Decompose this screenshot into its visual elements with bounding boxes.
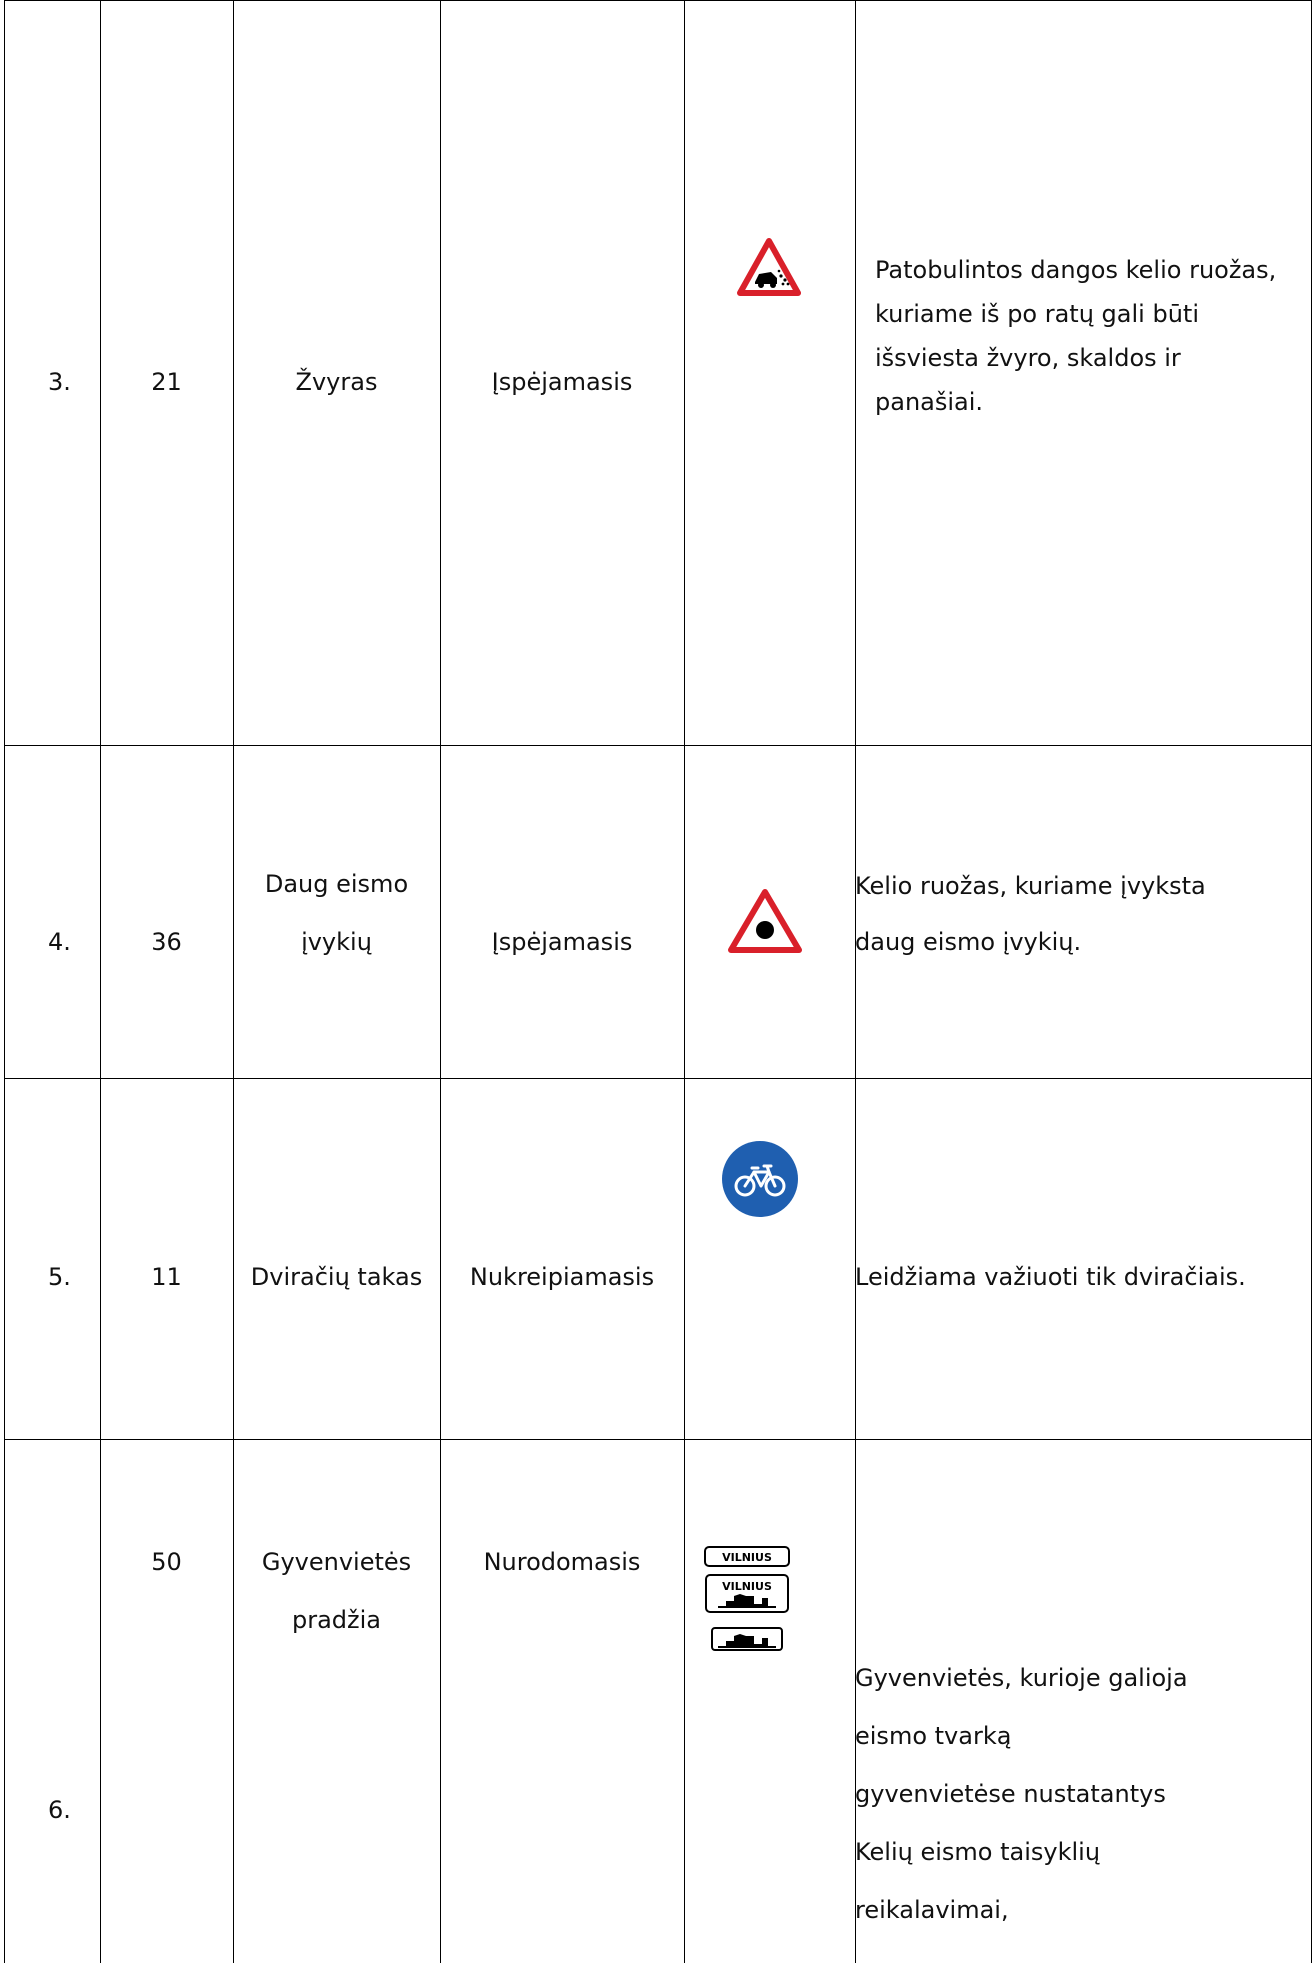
sign-name-line: Daug eismo: [264, 870, 409, 898]
description-line: Kelių eismo taisyklių: [855, 1838, 1101, 1866]
sign-type: Nukreipiamasis: [469, 1263, 655, 1291]
sign-description: [855, 1656, 1311, 1932]
row-divider: [4, 745, 1312, 746]
sign-name-line: Gyvenvietės: [261, 1548, 412, 1576]
sign-description: [855, 1255, 1311, 1299]
sign-name-line: pradžia: [291, 1606, 381, 1634]
sign-plate-text: VILNIUS: [722, 1580, 772, 1593]
sign-name-line: įvykių: [301, 928, 372, 956]
table-border: [684, 0, 685, 1963]
description-line: Kelio ruožas, kuriame įvyksta: [855, 872, 1206, 900]
sign-name-line: Dviračių takas: [250, 1263, 423, 1291]
table-border: [100, 0, 101, 1963]
accident-blackspot-warning-sign-icon: [727, 888, 803, 954]
row-number: 3.: [48, 368, 71, 396]
row-divider: [4, 0, 1312, 1]
description-line: reikalavimai,: [855, 1896, 1009, 1924]
table-border: [440, 0, 441, 1963]
sign-type: Įspėjamasis: [491, 928, 633, 956]
sign-code: 21: [151, 368, 182, 396]
description-line: daug eismo įvykių.: [855, 928, 1082, 956]
settlement-start-signs-icon: [702, 1544, 792, 1662]
sign-name: [233, 360, 440, 404]
description-line: eismo tvarką: [855, 1722, 1012, 1750]
row-divider: [4, 1439, 1312, 1440]
row-number: 4.: [48, 928, 71, 956]
sign-code: 11: [151, 1263, 182, 1291]
sign-name: [233, 862, 440, 964]
table-border: [4, 0, 5, 1963]
sign-code: 50: [151, 1548, 182, 1576]
row-number: 5.: [48, 1263, 71, 1291]
sign-type: Nurodomasis: [483, 1548, 641, 1576]
sign-plate-text: VILNIUS: [722, 1551, 772, 1564]
description-line: kuriame iš po ratų gali būti: [875, 300, 1199, 328]
sign-description: [855, 864, 1311, 964]
description-line: panašiai.: [875, 388, 984, 416]
gravel-warning-sign-icon: [737, 238, 801, 296]
row-divider: [4, 1078, 1312, 1079]
description-line: Patobulintos dangos kelio ruožas,: [875, 256, 1277, 284]
sign-description: [875, 248, 1315, 424]
sign-name: [233, 1255, 440, 1299]
description-line: gyvenvietėse nustatantys: [855, 1780, 1166, 1808]
bicycle-path-sign-icon: [719, 1138, 801, 1220]
sign-code: 36: [151, 928, 182, 956]
sign-type: Įspėjamasis: [491, 368, 633, 396]
sign-name-line: Žvyras: [295, 368, 378, 396]
table-border: [233, 0, 234, 1963]
description-line: Leidžiama važiuoti tik dviračiais.: [855, 1263, 1246, 1291]
description-line: Gyvenvietės, kurioje galioja: [855, 1664, 1188, 1692]
sign-name: [233, 1540, 440, 1642]
description-line: išsviesta žvyro, skaldos ir: [875, 344, 1181, 372]
row-number: 6.: [48, 1796, 71, 1824]
